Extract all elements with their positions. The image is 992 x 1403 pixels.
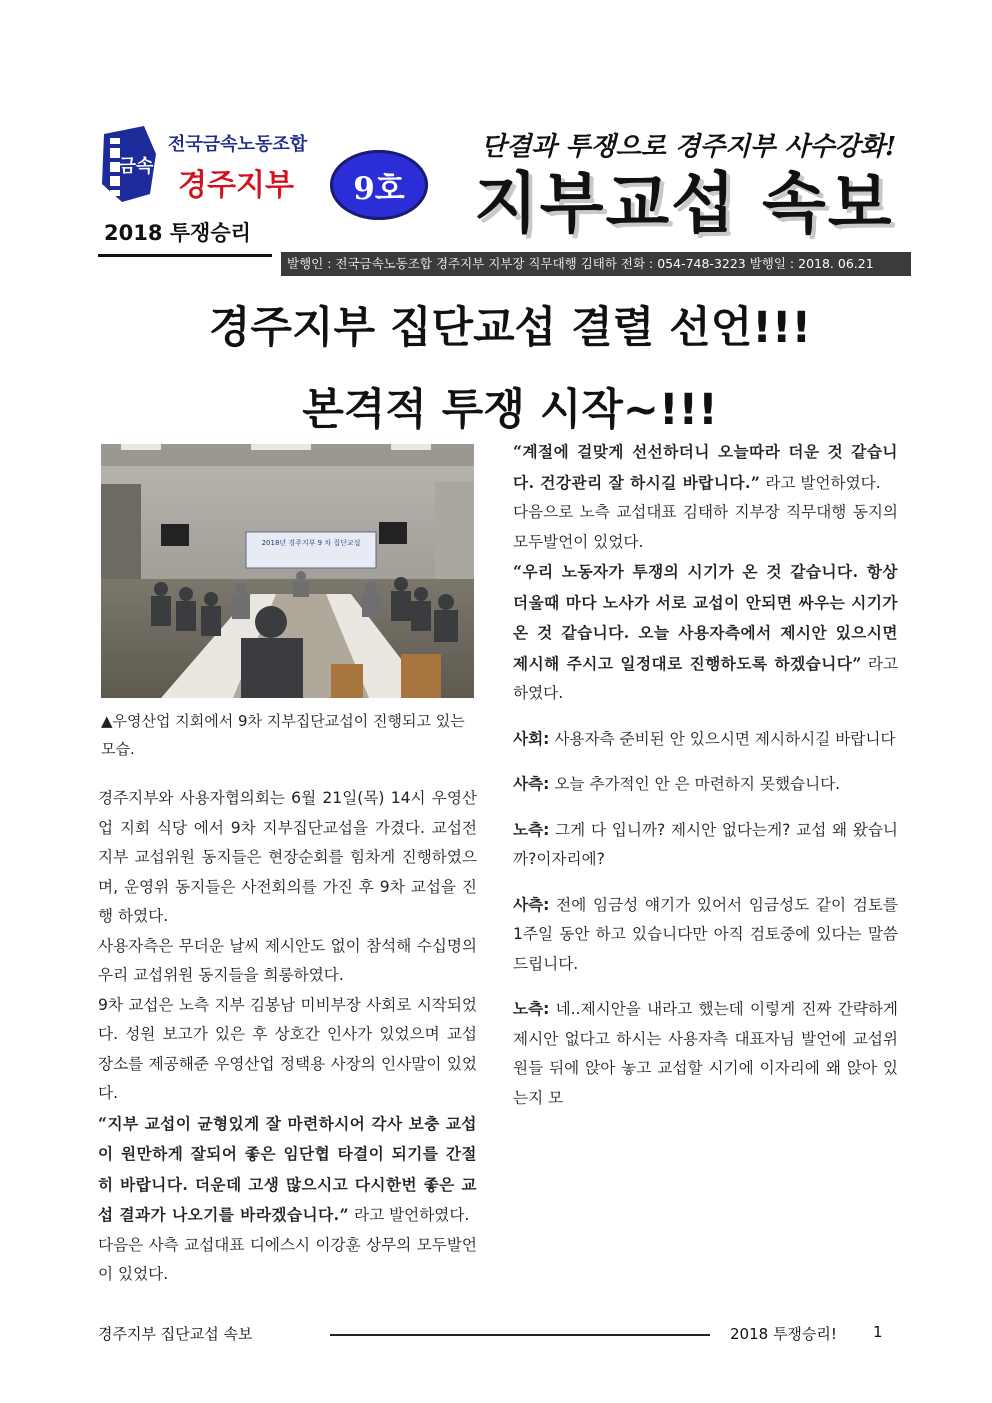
dialogue-line (513, 725, 898, 755)
header-divider (98, 254, 272, 257)
headline-line2: 본격적 투쟁 시작~!!! (302, 385, 718, 435)
dialogue-text: 전에 임금성 얘기가 있어서 임금성도 같이 검토를 1주일 동안 하고 있습니다만 아직 검토중에 있다는 말씀드립니다. (513, 895, 898, 973)
paragraph: 다음으로 노측 교섭대표 김태하 지부장 직무대행 동지의 모두발언이 있었다. (513, 503, 898, 551)
quote-tail: 라고 발언하였다. (760, 473, 881, 492)
quote-tail: 라고 하였다. (513, 654, 898, 702)
speaker-label: 노측: (513, 820, 550, 839)
speaker-label: 사측: (513, 895, 550, 914)
dialogue-text: 그게 다 입니까? 제시안 없다는게? 교섭 왜 왔습니까?이자리에? (513, 820, 898, 868)
branch-name: 경주지부 (178, 168, 294, 203)
issue-number: 9호 (353, 170, 405, 207)
quote-paragraph (513, 557, 898, 709)
footer-divider (330, 1334, 710, 1336)
slogan: 단결과 투쟁으로 경주지부 사수강화! (481, 132, 897, 162)
footer-slogan: 2018 투쟁승리! (730, 1325, 837, 1343)
org-name: 전국금속노동조합 (168, 134, 308, 155)
paragraph: 9차 교섭은 노측 지부 김봉남 미비부장 사회로 시작되었다. 성원 보고가 있은 후 상호간 인사가 있었으며 교섭 장소를 제공해준 우영산업 정택용 사장의 인사말이 있었다. (98, 995, 477, 1102)
headline-line1: 경주지부 집단교섭 결렬 선언!!! (208, 303, 812, 353)
year-label: 2018 투쟁승리 (104, 221, 251, 245)
union-emblem-icon (98, 124, 160, 204)
dialogue-line (513, 891, 898, 980)
meeting-photo-illustration (101, 444, 474, 698)
paragraph: 다음은 사측 교섭대표 디에스시 이강훈 상무의 모두발언이 있었다. (98, 1235, 477, 1283)
masthead-title: 지부교섭 속보 (474, 165, 894, 242)
logo-text: 금속 (118, 156, 154, 177)
paragraph: 경주지부와 사용자협의회는 6월 21일(목) 14시 우영산업 지회 식당 에서 9차 지부집단교섭을 가겼다. 교섭전 지부 교섭위원 동지들은 현장순회를 힘차게 진행하였으며, 운영위 동지들은 사전회의를 가진 후 9차 교섭을 진행 하였다. (98, 789, 477, 925)
article-left-column (98, 784, 477, 1290)
speaker-label: 사측: (513, 775, 550, 793)
page-number: 1 (873, 1323, 883, 1341)
meeting-photo (101, 444, 474, 698)
union-logo (98, 122, 308, 214)
dialogue-line (513, 816, 898, 875)
quote-paragraph (513, 437, 898, 498)
dialogue-line (513, 770, 898, 800)
dialogue-text: 오늘 추가적인 안 은 마련하지 못했습니다. (549, 775, 841, 793)
quote-tail: 라고 발언하였다. (349, 1206, 470, 1224)
dialogue-text: 네..제시안을 내라고 했는데 이렇게 진짜 간략하게 제시안 없다고 하시는 사용자측 대표자님 발언에 교섭위원들 뒤에 앉아 놓고 교섭할 시기에 이자리에 왜 앉아 있는지 모 (513, 1000, 898, 1107)
issue-badge (330, 150, 428, 220)
paragraph: 사용자측은 무더운 날씨 제시안도 없이 참석해 수십명의 우리 교섭위원 동지들을 희롱하였다. (98, 936, 477, 984)
dialogue-line (513, 995, 898, 1113)
quote-text: “우리 노동자가 투쟁의 시기가 온 것 같습니다. 항상 더울때 마다 노사가 서로 교섭이 안되면 싸우는 시기가 온 것 같습니다. 오늘 사용자측에서 제시안 있으시면 제시해 주시고 일정대로 진행하도록 하겠습니다” (513, 562, 898, 673)
dialogue-text: 사용자측 준비된 안 있으시면 제시하시길 바랍니다 (549, 729, 896, 748)
quote-text: “지부 교섭이 균형있게 잘 마련하시어 각사 보충 교섭이 원만하게 잘되어 좋은 임단협 타결이 되기를 간절히 바랍니다. 더운데 고생 많으시고 다시한번 좋은 교섭 결과가 나오기를 바라겠습니다.” (98, 1113, 477, 1224)
photo-caption: ▲우영산업 지회에서 9차 지부집단교섭이 진행되고 있는 모습. (101, 712, 465, 758)
quote-paragraph (98, 1109, 477, 1231)
publisher-info: 발행인 : 전국금속노동조합 경주지부 지부장 직무대행 김태하 전화 : 054-748-3223 발행일 : 2018. 06.21 (281, 252, 911, 276)
quote-text: “계절에 걸맞게 선선하더니 오늘따라 더운 것 같습니다. 건강관리 잘 하시길 바랍니다.” (513, 442, 898, 492)
article-right-column (513, 437, 898, 1113)
photo-banner-text: 2018년 경주지부 9 차 집단교섭 (261, 539, 361, 547)
speaker-label: 사회: (513, 729, 550, 748)
footer-title: 경주지부 집단교섭 속보 (98, 1325, 253, 1343)
speaker-label: 노측: (513, 1000, 550, 1018)
